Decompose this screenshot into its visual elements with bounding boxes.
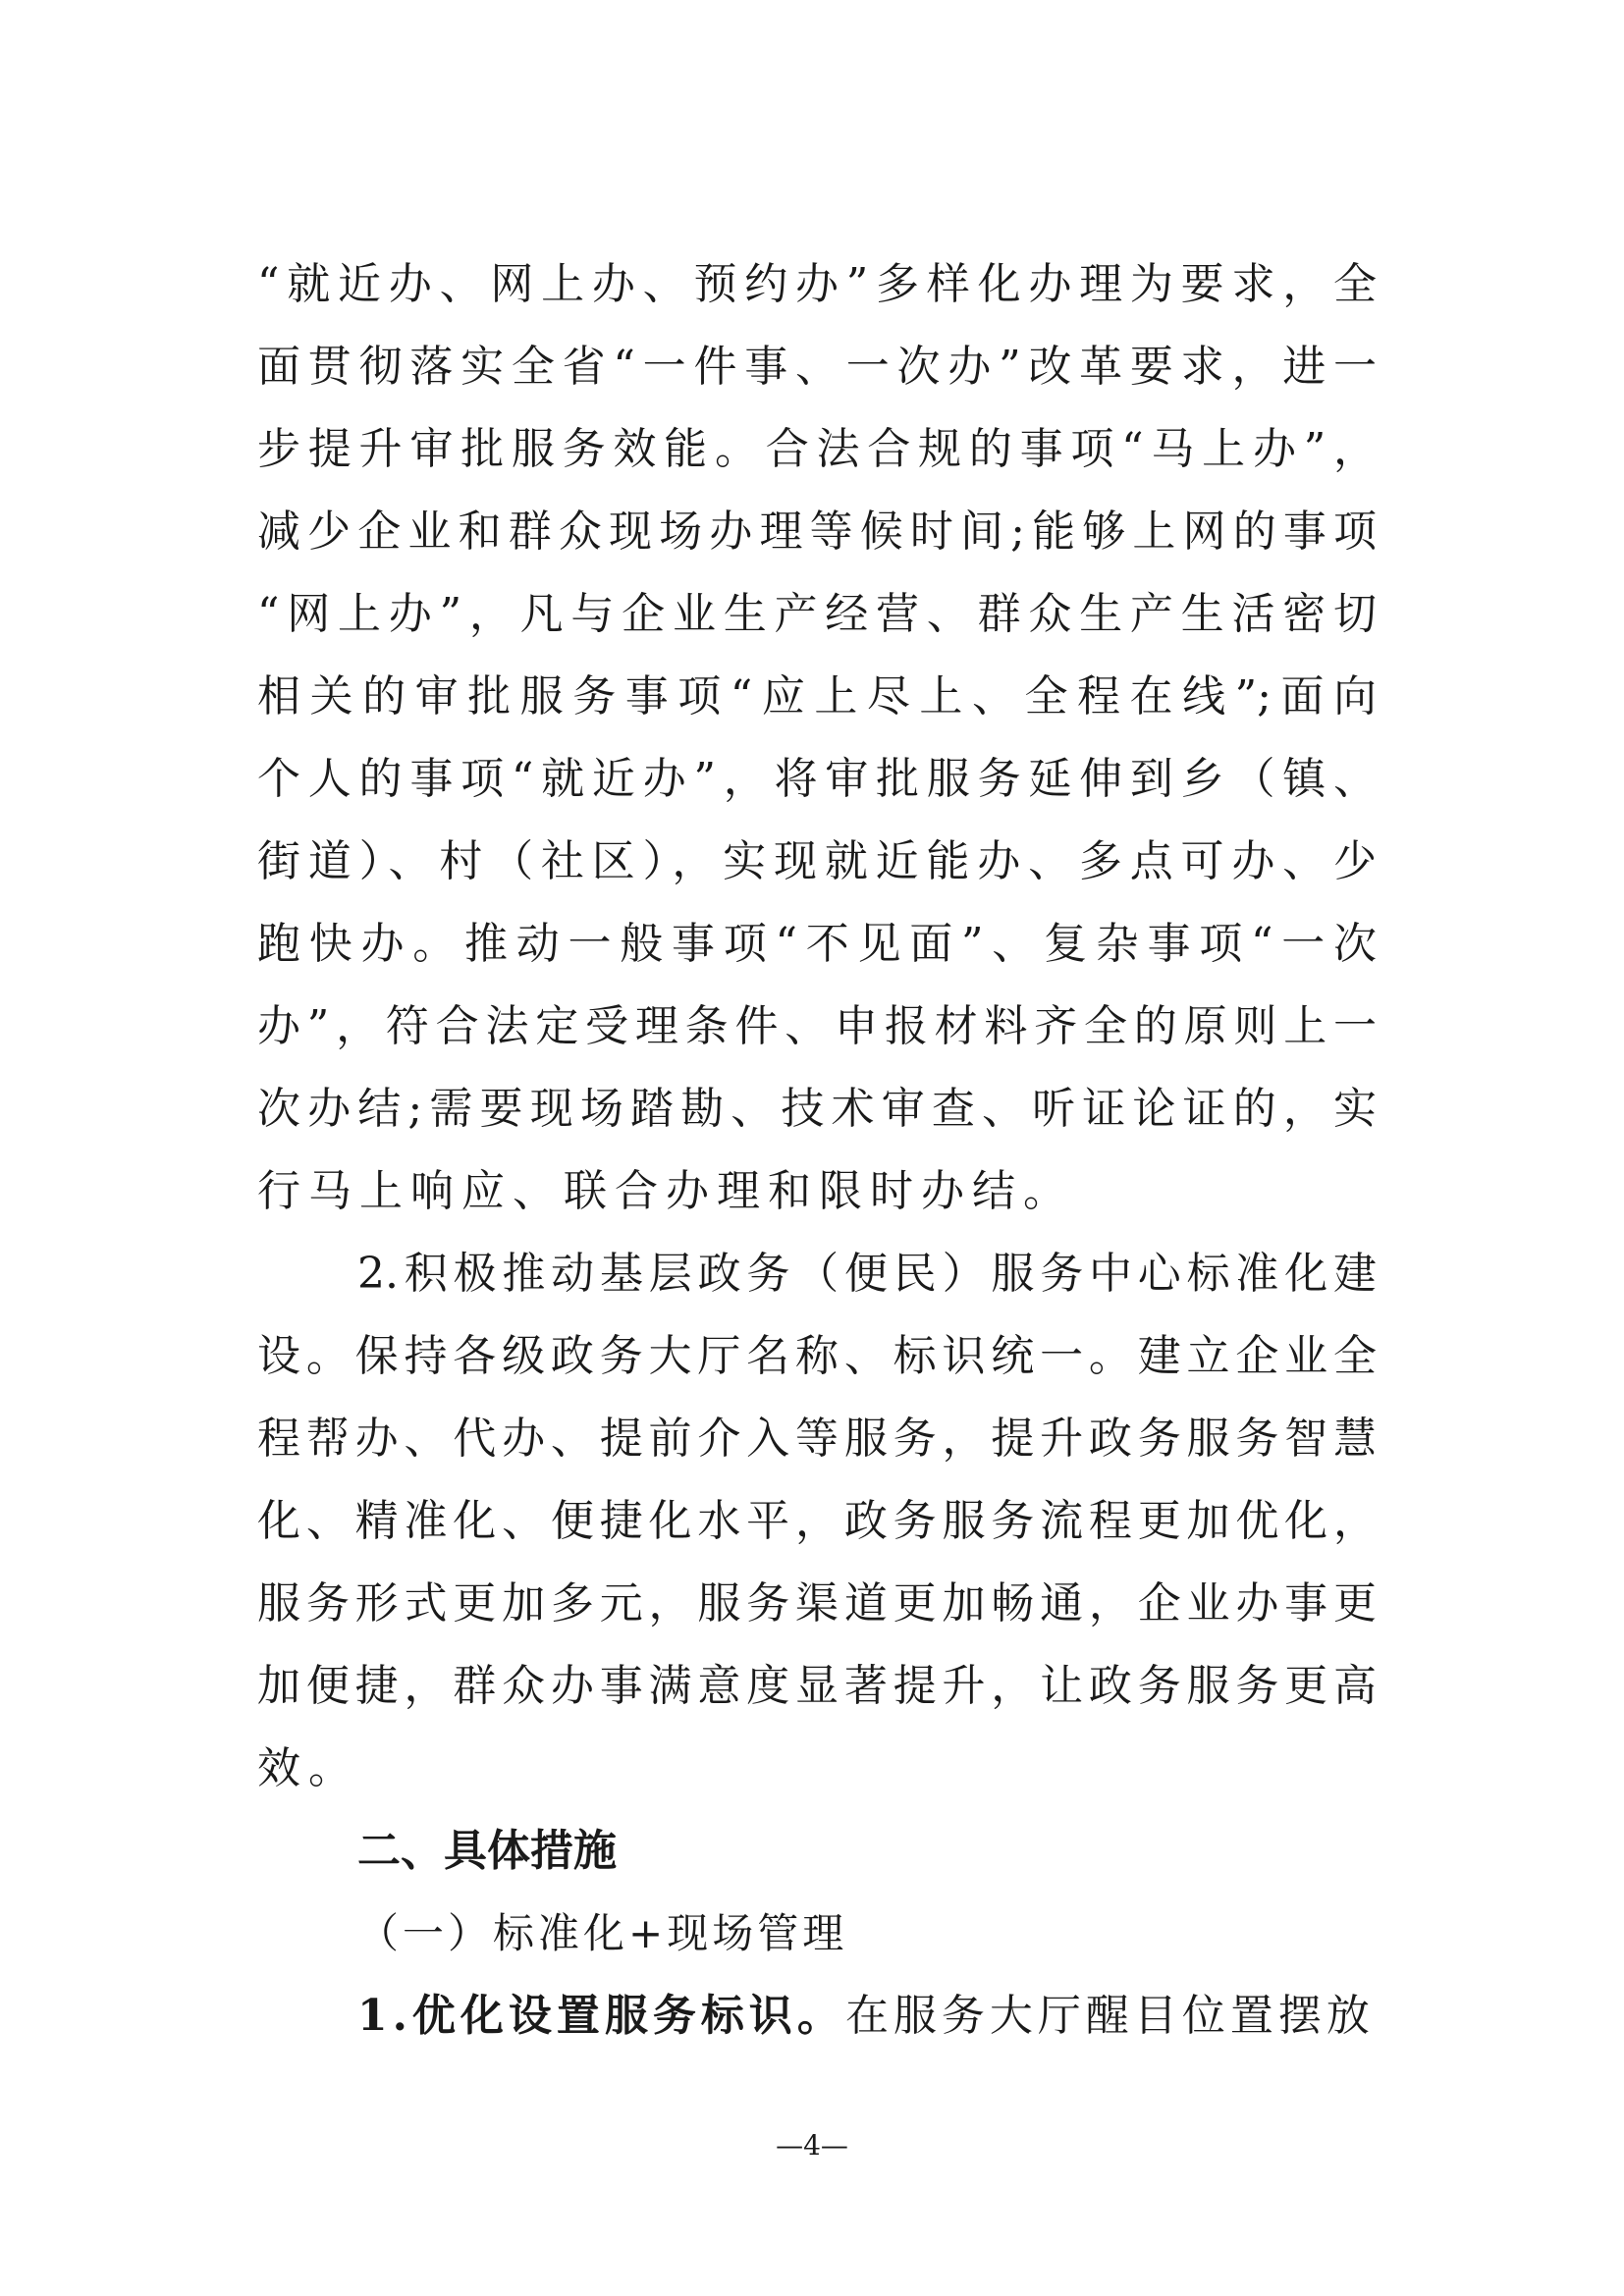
text-line: 服务形式更加多元，服务渠道更加畅通，企业办事更 xyxy=(257,1578,1377,1629)
text-line: 2.积极推动基层政务（便民）服务中心标准化建 xyxy=(357,1249,1377,1299)
text-line: 街道）、村（社区），实现就近能办、多点可办、少 xyxy=(257,836,1377,886)
item-1-text: 在服务大厅醒目位置摆放 xyxy=(844,1991,1375,2041)
section-heading: 二、具体措施 xyxy=(357,1826,617,1876)
text-line: 行马上响应、联合办理和限时办结。 xyxy=(257,1166,1074,1216)
text-line: 面贯彻落实全省“一件事、一次办”改革要求，进一 xyxy=(257,342,1377,392)
subsection-heading: （一）标准化+现场管理 xyxy=(357,1909,848,1957)
text-line: 化、精准化、便捷化水平，政务服务流程更加优化， xyxy=(257,1496,1377,1546)
text-line: 个人的事项“就近办”，将审批服务延伸到乡（镇、 xyxy=(257,754,1377,804)
text-line: 效。 xyxy=(257,1743,359,1793)
text-line: 程帮办、代办、提前介入等服务，提升政务服务智慧 xyxy=(257,1414,1377,1464)
text-line: 相关的审批服务事项“应上尽上、全程在线”;面向 xyxy=(257,671,1377,721)
text-line: “网上办”，凡与企业生产经营、群众生产生活密切 xyxy=(257,589,1377,639)
text-line: 减少企业和群众现场办理等候时间;能够上网的事项 xyxy=(257,507,1377,557)
text-line: “就近办、网上办、预约办”多样化办理为要求，全 xyxy=(257,259,1377,309)
text-line: 加便捷，群众办事满意度显著提升，让政务服务更高 xyxy=(257,1661,1377,1711)
text-line: 跑快办。推动一般事项“不见面”、复杂事项“一次 xyxy=(257,919,1377,969)
text-line: 设。保持各级政务大厅名称、标识统一。建立企业全 xyxy=(257,1331,1377,1381)
text-line: 步提升审批服务效能。合法合规的事项“马上办”， xyxy=(257,424,1377,474)
page-number: —4— xyxy=(776,2129,848,2162)
text-line: 次办结;需要现场踏勘、技术审查、听证论证的，实 xyxy=(257,1084,1377,1134)
text-line: 办”，符合法定受理条件、申报材料齐全的原则上一 xyxy=(257,1001,1377,1051)
item-1-title: 1.优化设置服务标识。 xyxy=(357,1991,845,2041)
item-1-line xyxy=(357,1989,1377,2044)
